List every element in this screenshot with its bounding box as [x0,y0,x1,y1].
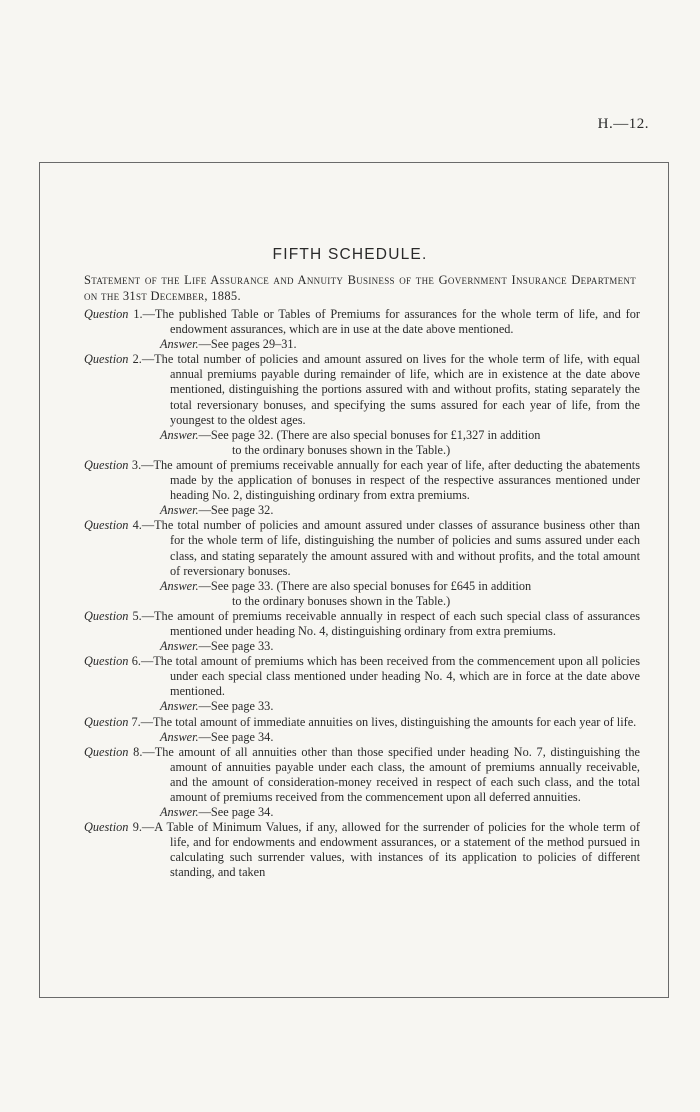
answer-text: —See pages 29–31. [198,337,297,352]
answer-label: Answer. [160,639,199,654]
question-body: —The total amount of immediate annuities on lives, distinguishing the amounts for each year of life. [140,714,637,729]
question-label: Question [84,307,129,321]
question-number: 3. [131,457,142,472]
question-text [84,307,640,337]
page-number: H.—12. [597,116,649,132]
question-number: 7. [131,714,141,729]
answer-line [84,639,640,654]
question-text [84,820,640,880]
answer-label: Answer. [160,578,199,593]
question-body: —The total number of policies and amount assured under classes of assurance business other than for the whole term of life, distinguishing the number of policies and sums assured under each class, and stating separately the amount assured with and without profits, and the total amount of reversionary bonuses. [141,518,640,578]
answer-line [84,805,640,820]
question-number: 8. [133,744,143,759]
answer-line [84,503,640,518]
question-label: Question [84,352,129,367]
question-text [84,458,640,503]
answer-line [84,730,640,745]
answer-label: Answer. [160,337,199,352]
question-number: 1. [133,307,143,321]
answer-text: —See page 33. [198,639,274,654]
answer-line [84,428,640,443]
question-block [84,518,640,609]
answer-continuation: to the ordinary bonuses shown in the Table.) [232,593,451,608]
question-body: —The amount of premiums receivable annually for each year of life, after deducting the abatements made by the application of bonuses in respect of the respective assurances mentioned under heading No. 2, distinguishing ordinary from extra premiums. [141,457,640,503]
question-label: Question [84,518,129,533]
question-list [84,307,640,881]
question-label: Question [84,608,129,623]
question-body: —A Table of Minimum Values, if any, allowed for the surrender of policies for the whole term of life, and for endowments and endowment assurances, or a statement of the method pursued in calculating such surrender values, with instances of its application to policies of different standing, and taken [141,820,641,880]
question-label: Question [84,820,129,835]
answer-text: —See page 33. (There are also special bonuses for £645 in addition [198,578,532,593]
question-number: 5. [132,608,142,623]
question-body: —The amount of premiums receivable annually in respect of each such special class of assurances mentioned under heading No. 4, distinguishing ordinary from extra premiums. [141,608,640,638]
question-label: Question [84,654,129,669]
question-body: —The total amount of premiums which has been received from the commencement upon all policies under each special class mentioned under heading No. 4, which are in force at the date above mentioned. [140,654,640,699]
answer-text: —See page 32. [198,503,274,518]
answer-text: —See page 32. (There are also special bonuses for £1,327 in addition [198,427,541,442]
question-number: 6. [131,654,141,669]
statement-text: Statement of the Life Assurance and Annuity Business of the Government Insurance Department on the 31st December, 1885. [84,273,636,303]
answer-text: —See page 34. [198,729,274,744]
answer-line [84,337,640,352]
question-block [84,820,640,880]
question-block [84,654,640,714]
question-block [84,458,640,518]
question-body: —The amount of all annuities other than those specified under heading No. 7, distinguishing the amount of annuities payable under each class, the amount of premiums annually receivable, and the amount of consideration-money received in respect of each such class, and the total amount of premiums received from the commencement upon all deferred annuities. [142,744,640,804]
question-block [84,352,640,458]
question-block [84,745,640,820]
answer-line [84,579,640,594]
statement-heading [84,272,636,304]
question-body: —The published Table or Tables of Premiums for assurances for the whole term of life, and for endowment assurances, which are in use at the date above mentioned. [142,307,640,337]
question-label: Question [84,457,129,472]
answer-label: Answer. [160,729,199,744]
question-number: 9. [132,820,142,835]
answer-continuation: to the ordinary bonuses shown in the Table.) [232,442,451,457]
answer-label: Answer. [160,427,199,442]
question-text [84,352,640,427]
answer-text: —See page 34. [198,805,274,820]
answer-label: Answer. [160,699,199,714]
question-number: 2. [132,352,142,367]
question-block [84,715,640,745]
answer-text: —See page 33. [198,699,274,714]
schedule-title: FIFTH SCHEDULE. [272,246,428,263]
question-text [84,609,640,639]
question-text [84,745,640,805]
question-number: 4. [132,518,142,533]
answer-label: Answer. [160,805,199,820]
question-text [84,654,640,699]
question-label: Question [84,744,129,759]
answer-label: Answer. [160,503,199,518]
question-text [84,715,640,730]
question-label: Question [84,714,129,729]
question-block [84,307,640,352]
question-body: —The total number of policies and amount assured on lives for the whole term of life, with equal annual premiums payable during remainder of life, which are in existence at the date above mentioned, distinguishing the portions assured with and without profits, stating separately the total reversionary bonuses, and specifying the sums assured for each year of life, from the youngest to the oldest ages. [141,352,640,427]
question-text [84,518,640,578]
answer-line [84,699,640,714]
question-block [84,609,640,654]
